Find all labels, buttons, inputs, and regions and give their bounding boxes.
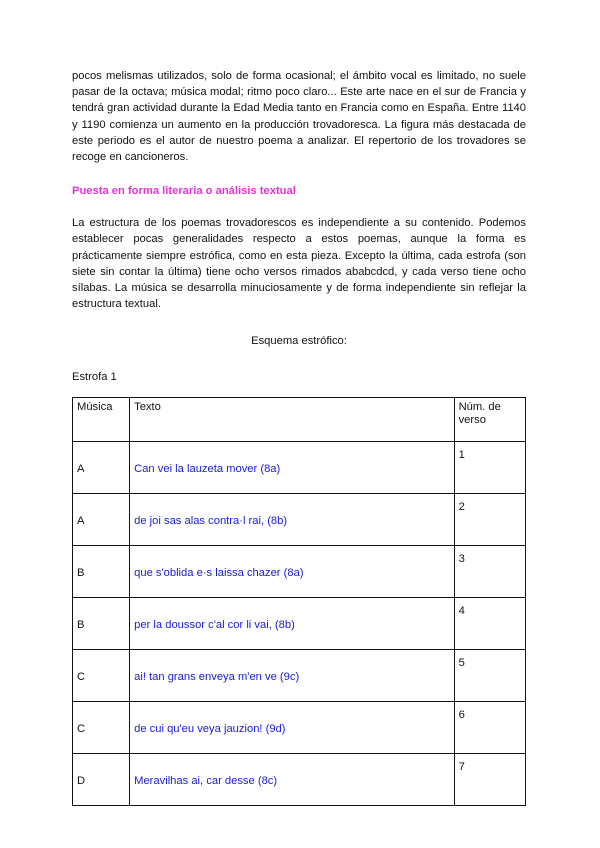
music-cell: D bbox=[73, 753, 130, 805]
intro-paragraph: pocos melismas utilizados, solo de forma ocasional; el ámbito vocal es limitado, no suele pasar de la octava; música modal; ritmo poco claro... Este arte nace en el sur de Francia y tendrá gran actividad durante la Edad Media tanto en Francia como en España. Entre 1140 y 1190 comienza un aumento en la producción trovadoresca. La figura más destacada de este periodo es el autor de nuestro poema a analizar. El repertorio de los trovadores se recoge en cancioneros. bbox=[72, 70, 526, 164]
stanza-table bbox=[72, 397, 526, 806]
music-cell: C bbox=[73, 701, 130, 753]
verse-cell: 2 bbox=[454, 493, 525, 545]
music-cell: B bbox=[73, 545, 130, 597]
text-cell: ai! tan grans enveya m'en ve (9c) bbox=[130, 649, 454, 701]
verse-cell: 6 bbox=[454, 701, 525, 753]
music-cell: A bbox=[73, 493, 130, 545]
table-row bbox=[73, 545, 526, 597]
section-heading: Puesta en forma literaria o análisis textual bbox=[72, 185, 296, 198]
text-cell: de joi sas alas contra·l rai, (8b) bbox=[130, 493, 454, 545]
text-cell: que s'oblida e·s laissa chazer (8a) bbox=[130, 545, 454, 597]
verse-cell: 3 bbox=[454, 545, 525, 597]
table-row bbox=[73, 753, 526, 805]
scheme-title: Esquema estrófico: bbox=[251, 335, 347, 348]
document-page bbox=[72, 68, 526, 806]
header-music: Música bbox=[73, 397, 130, 441]
music-cell: A bbox=[73, 441, 130, 493]
music-cell: B bbox=[73, 597, 130, 649]
text-cell: Meravilhas ai, car desse (8c) bbox=[130, 753, 454, 805]
text-cell: de cui qu'eu veya jauzion! (9d) bbox=[130, 701, 454, 753]
verse-cell: 7 bbox=[454, 753, 525, 805]
table-row bbox=[73, 493, 526, 545]
table-header-row bbox=[73, 397, 526, 441]
verse-cell: 4 bbox=[454, 597, 525, 649]
verse-cell: 1 bbox=[454, 441, 525, 493]
text-cell: Can vei la lauzeta mover (8a) bbox=[130, 441, 454, 493]
analysis-paragraph: La estructura de los poemas trovadorescos es independiente a su contenido. Podemos establecer pocas generalidades respecto a estos poemas, aunque la forma es prácticamente siempre estrófica, como en esta pieza. Excepto la última, cada estrofa (son siete sin contar la última) tiene ocho versos rimados ababcdcd, y cada verso tiene ocho sílabas. La música se desarrolla minuciosamente y de forma independiente sin reflejar la estructura textual. bbox=[72, 217, 526, 311]
header-verse: Núm. de verso bbox=[454, 397, 525, 441]
table-row bbox=[73, 701, 526, 753]
stanza-label: Estrofa 1 bbox=[72, 371, 117, 384]
text-cell: per la doussor c'al cor li vai, (8b) bbox=[130, 597, 454, 649]
music-cell: C bbox=[73, 649, 130, 701]
table-row bbox=[73, 597, 526, 649]
verse-cell: 5 bbox=[454, 649, 525, 701]
table-row bbox=[73, 649, 526, 701]
table-row bbox=[73, 441, 526, 493]
header-text: Texto bbox=[130, 397, 454, 441]
